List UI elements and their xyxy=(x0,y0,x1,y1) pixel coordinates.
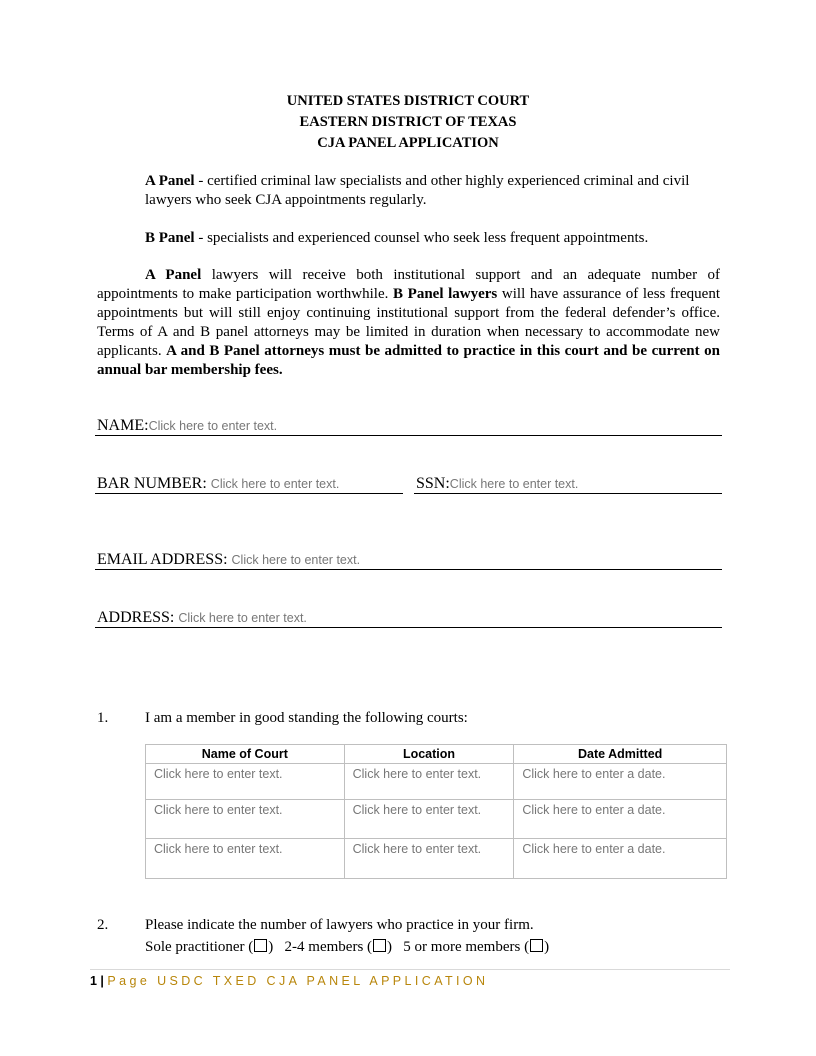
name-label: NAME: xyxy=(97,417,149,434)
intro-text-2: will have assurance of less frequent appointments but will still enjoy continuing institutional support from the federal defender’s office. Terms of A and B panel attorneys may be limited in duration when necessary to accommodate new applicants. xyxy=(97,286,720,359)
q1-number: 1. xyxy=(97,710,109,726)
intro-b-panel: B Panel lawyers xyxy=(393,286,498,302)
email-underline xyxy=(95,569,722,570)
table-row xyxy=(146,800,727,839)
page-footer xyxy=(90,974,488,988)
column-header-date-admitted: Date Admitted xyxy=(514,745,727,764)
intro-text-1: lawyers will receive both institutional support and an adequate number of appointments to make participation worthwhile. xyxy=(97,267,720,302)
footer-text: Page USDC TXED CJA PANEL APPLICATION xyxy=(107,974,489,988)
five-or-more-label: 5 or more members ( xyxy=(403,939,530,955)
header-line-1: UNITED STATES DISTRICT COURT xyxy=(286,93,530,109)
name-input[interactable]: Click here to enter text. xyxy=(148,419,278,433)
column-header-name-of-court: Name of Court xyxy=(146,745,345,764)
address-input[interactable]: Click here to enter text. xyxy=(178,611,307,625)
intro-a-panel: A Panel xyxy=(145,267,202,283)
option-close: ) xyxy=(268,939,274,955)
court-name-input[interactable]: Click here to enter text. xyxy=(146,800,345,839)
address-label: ADDRESS: xyxy=(97,609,179,626)
court-name-input[interactable]: Click here to enter text. xyxy=(146,764,345,800)
bar-number-input[interactable]: Click here to enter text. xyxy=(210,477,340,491)
b-panel-desc: - specialists and experienced counsel who seek less frequent appointments. xyxy=(194,230,649,246)
table-row xyxy=(146,764,727,800)
two-to-four-label: 2-4 members ( xyxy=(284,939,373,955)
bar-number-field[interactable] xyxy=(97,474,339,494)
court-name-input[interactable]: Click here to enter text. xyxy=(146,839,345,879)
name-underline xyxy=(95,435,722,436)
footer-rule xyxy=(90,969,730,970)
q2-options xyxy=(145,938,549,957)
court-location-input[interactable]: Click here to enter text. xyxy=(344,839,514,879)
email-label: EMAIL ADDRESS: xyxy=(97,551,232,568)
email-field[interactable] xyxy=(97,550,360,570)
court-date-input[interactable]: Click here to enter a date. xyxy=(514,839,727,879)
header-line-3: CJA PANEL APPLICATION xyxy=(317,135,499,151)
ssn-input[interactable]: Click here to enter text. xyxy=(449,477,579,491)
court-location-input[interactable]: Click here to enter text. xyxy=(344,764,514,800)
q1-text: I am a member in good standing the following courts: xyxy=(145,710,468,726)
ssn-label: SSN: xyxy=(416,475,450,492)
intro-paragraph xyxy=(97,266,720,380)
two-to-four-checkbox[interactable] xyxy=(373,939,386,952)
five-or-more-checkbox[interactable] xyxy=(530,939,543,952)
bar-number-label: BAR NUMBER: xyxy=(97,475,211,492)
q2-number: 2. xyxy=(97,917,109,933)
bar-number-underline xyxy=(95,493,403,494)
a-panel-definition xyxy=(145,172,705,210)
table-row xyxy=(146,839,727,879)
option-close: ) xyxy=(544,939,550,955)
footer-separator: | xyxy=(96,974,108,988)
court-date-input[interactable]: Click here to enter a date. xyxy=(514,800,727,839)
address-field[interactable] xyxy=(97,608,307,628)
court-date-input[interactable]: Click here to enter a date. xyxy=(514,764,727,800)
sole-practitioner-checkbox[interactable] xyxy=(254,939,267,952)
header-line-2: EASTERN DISTRICT OF TEXAS xyxy=(299,114,517,130)
a-panel-label: A Panel xyxy=(145,173,195,189)
ssn-underline xyxy=(414,493,722,494)
sole-practitioner-label: Sole practitioner ( xyxy=(145,939,254,955)
name-field[interactable] xyxy=(97,416,277,436)
courts-table xyxy=(145,744,727,879)
column-header-location: Location xyxy=(344,745,514,764)
b-panel-label: B Panel xyxy=(145,230,195,246)
b-panel-definition xyxy=(145,229,725,248)
email-input[interactable]: Click here to enter text. xyxy=(231,553,361,567)
ssn-field[interactable] xyxy=(416,474,578,494)
page-number: 1 xyxy=(90,974,97,988)
courts-table-header xyxy=(146,745,727,764)
intro-requirement: A and B Panel attorneys must be admitted to practice in this court and be current on annual bar membership fees. xyxy=(97,343,720,378)
option-close: ) xyxy=(387,939,393,955)
court-location-input[interactable]: Click here to enter text. xyxy=(344,800,514,839)
q2-text: Please indicate the number of lawyers who practice in your firm. xyxy=(145,917,534,933)
address-underline xyxy=(95,627,722,628)
a-panel-desc: - certified criminal law specialists and other highly experienced criminal and civil lawyers who seek CJA appointments regularly. xyxy=(145,173,690,208)
